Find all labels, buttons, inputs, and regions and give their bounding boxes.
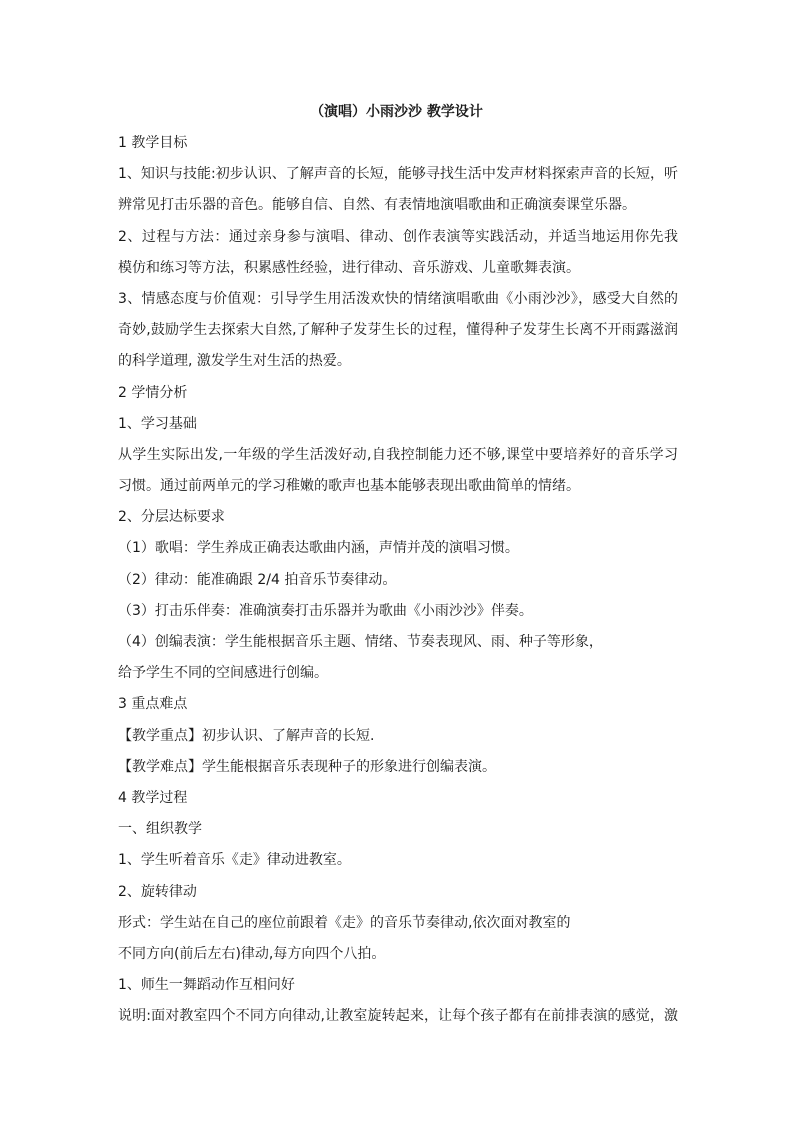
paragraph-line: 说明:面对教室四个不同方向律动,让教室旋转起来，让每个孩子都有在前排表演的感觉，激 — [118, 1008, 678, 1025]
list-item: （3）打击乐伴奏：准确演奏打击乐器并为歌曲《小雨沙沙》伴奏。 — [118, 602, 533, 619]
paragraph-line: 3、情感态度与价值观：引导学生用活泼欢快的情绪演唱歌曲《小雨沙沙》，感受大自然的 — [118, 290, 678, 307]
section-heading-analysis: 2 学情分析 — [118, 384, 188, 401]
paragraph-line: 从学生实际出发,一年级的学生活泼好动,自我控制能力还不够,课堂中要培养好的音乐学习 — [118, 446, 678, 463]
list-item: （4）创编表演：学生能根据音乐主题、情绪、节奏表现风、雨、种子等形象， — [118, 634, 603, 650]
paragraph-line: 习惯。通过前两单元的学习稚嫩的歌声也基本能够表现出歌曲简单的情绪。 — [118, 478, 580, 495]
subheading-line: 2、旋转律动 — [118, 883, 197, 900]
paragraph-line: 模仿和练习等方法，积累感性经验，进行律动、音乐游戏、儿童歌舞表演。 — [118, 259, 580, 276]
subheading-line: 2、分层达标要求 — [118, 509, 225, 526]
subheading-line: 1、师生一舞蹈动作互相问好 — [118, 977, 295, 994]
list-item: （2）律动：能准确跟 2/4 拍音乐节奏律动。 — [118, 571, 397, 588]
paragraph-line: 1、知识与技能:初步认识、了解声音的长短，能够寻找生活中发声材料探索声音的长短，听 — [118, 166, 678, 183]
document-body — [118, 128, 678, 1032]
paragraph-line: 1、学生听着音乐《走》律动进教室。 — [118, 852, 351, 869]
paragraph-line: 给予学生不同的空间感进行创编。 — [118, 665, 328, 682]
document-title: （演唱）小雨沙沙 教学设计 — [310, 104, 483, 120]
subheading-line: 一、组织教学 — [118, 821, 202, 838]
paragraph-line: 【教学难点】学生能根据音乐表现种子的形象进行创编表演。 — [118, 758, 496, 775]
subheading-line: 1、学习基础 — [118, 415, 197, 432]
paragraph-line: 的科学道理, 激发学生对生活的热爱。 — [118, 353, 351, 370]
paragraph-line: 【教学重点】初步认识、了解声音的长短. — [118, 727, 375, 744]
paragraph-line: 2、过程与方法：通过亲身参与演唱、律动、创作表演等实践活动，并适当地运用你先我 — [118, 228, 678, 245]
section-heading-key-points: 3 重点难点 — [118, 696, 188, 713]
paragraph-line: 形式：学生站在自己的座位前跟着《走》的音乐节奏律动,依次面对教室的 — [118, 914, 571, 931]
paragraph-line: 辨常见打击乐器的音色。能够自信、自然、有表情地演唱歌曲和正确演奏课堂乐器。 — [118, 197, 636, 214]
paragraph-line: 不同方向(前后左右)律动,每方向四个八拍。 — [118, 945, 386, 962]
list-item: （1）歌唱：学生养成正确表达歌曲内涵，声情并茂的演唱习惯。 — [118, 540, 519, 557]
section-heading-process: 4 教学过程 — [118, 789, 188, 806]
section-heading-objectives: 1 教学目标 — [118, 135, 188, 151]
paragraph-line: 奇妙,鼓励学生去探索大自然,了解种子发芽生长的过程，懂得种子发芽生长离不开雨露滋润 — [118, 322, 678, 339]
